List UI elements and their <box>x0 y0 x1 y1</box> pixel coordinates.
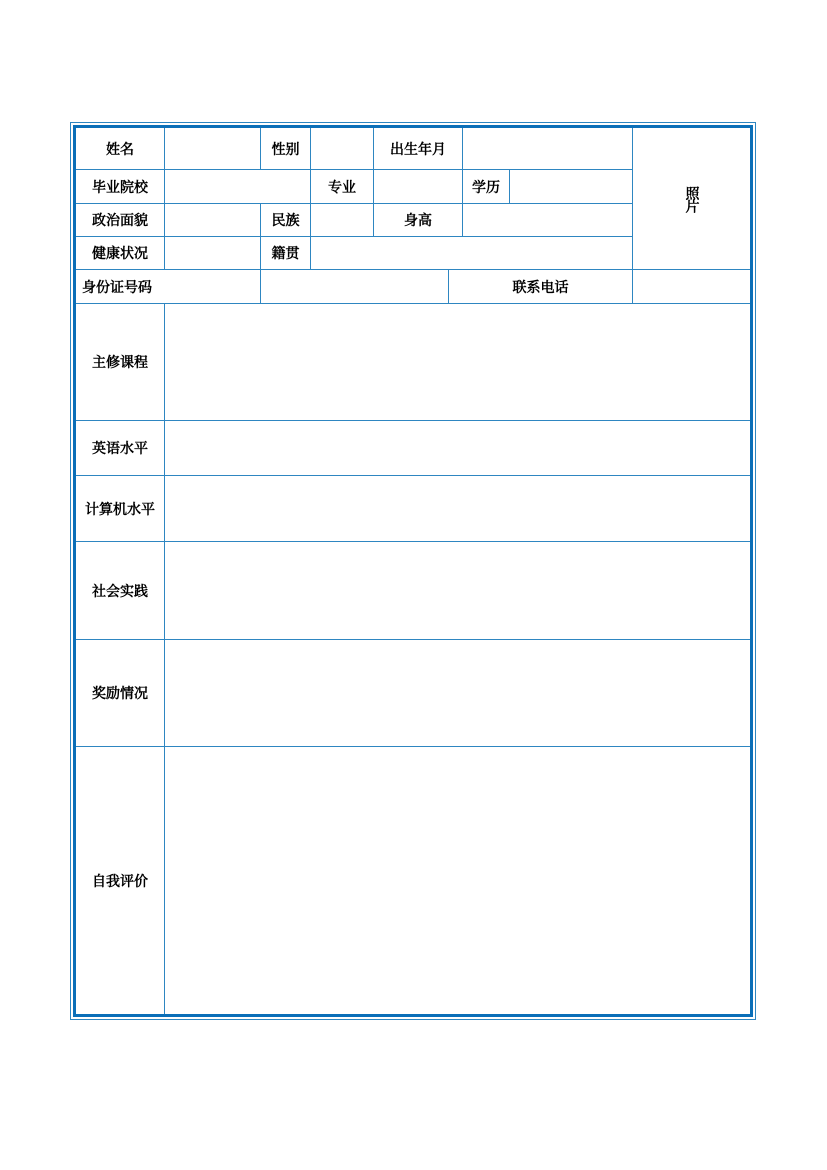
field-height[interactable] <box>463 204 633 237</box>
field-courses[interactable] <box>165 304 750 421</box>
field-id[interactable] <box>261 270 449 304</box>
label-awards: 奖励情况 <box>76 640 165 747</box>
field-gender[interactable] <box>311 128 374 170</box>
field-name[interactable] <box>165 128 261 170</box>
label-practice: 社会实践 <box>76 542 165 640</box>
label-health: 健康状况 <box>76 237 165 270</box>
label-school: 毕业院校 <box>76 170 165 204</box>
label-courses: 主修课程 <box>76 304 165 421</box>
field-phone[interactable] <box>633 270 750 304</box>
label-self: 自我评价 <box>76 747 165 1014</box>
field-awards[interactable] <box>165 640 750 747</box>
label-english: 英语水平 <box>76 421 165 476</box>
field-major[interactable] <box>374 170 463 204</box>
field-native[interactable] <box>311 237 633 270</box>
label-height: 身高 <box>374 204 463 237</box>
label-computer: 计算机水平 <box>76 476 165 542</box>
label-name: 姓名 <box>76 128 165 170</box>
resume-table <box>73 125 753 1017</box>
field-practice[interactable] <box>165 542 750 640</box>
field-school[interactable] <box>165 170 311 204</box>
photo-label: 照片 <box>683 185 700 212</box>
field-self[interactable] <box>165 747 750 1014</box>
label-phone: 联系电话 <box>449 270 633 304</box>
label-birth: 出生年月 <box>374 128 463 170</box>
label-politics: 政治面貌 <box>76 204 165 237</box>
label-education: 学历 <box>463 170 510 204</box>
field-ethnic[interactable] <box>311 204 374 237</box>
label-major: 专业 <box>311 170 374 204</box>
label-gender: 性别 <box>261 128 311 170</box>
field-computer[interactable] <box>165 476 750 542</box>
photo-box[interactable] <box>633 128 750 270</box>
field-english[interactable] <box>165 421 750 476</box>
field-education[interactable] <box>510 170 633 204</box>
label-id: 身份证号码 <box>76 270 261 304</box>
field-health[interactable] <box>165 237 261 270</box>
label-native: 籍贯 <box>261 237 311 270</box>
label-ethnic: 民族 <box>261 204 311 237</box>
field-politics[interactable] <box>165 204 261 237</box>
field-birth[interactable] <box>463 128 633 170</box>
